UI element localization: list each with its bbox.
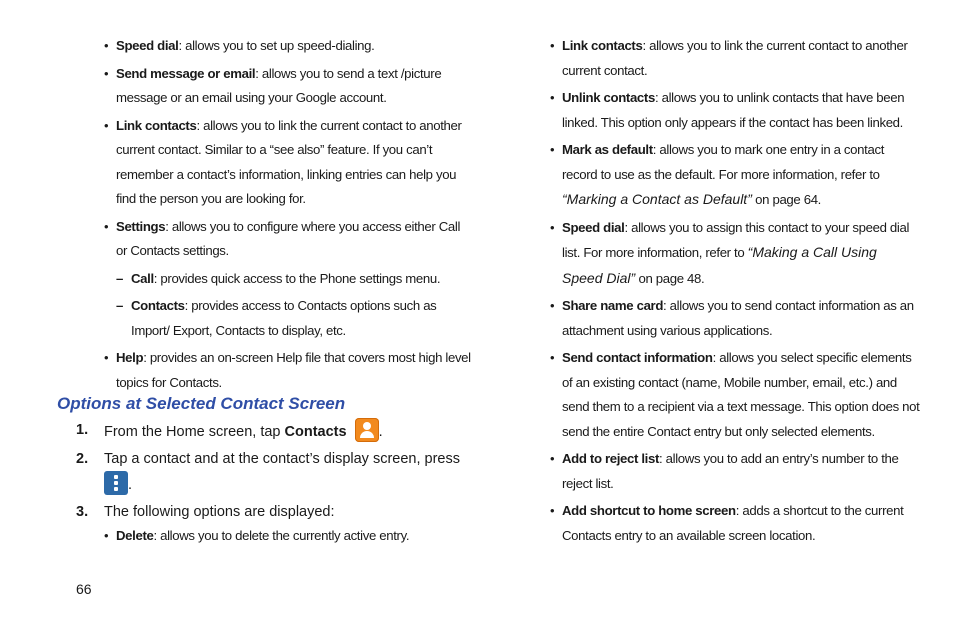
step-number: 3. <box>76 504 89 520</box>
bullet-mark-as-default <box>550 138 920 213</box>
term: Help <box>116 350 144 365</box>
section-heading: Options at Selected Contact Screen <box>57 394 346 413</box>
term: Call <box>131 270 154 286</box>
bullet-help <box>104 346 474 395</box>
term: Add shortcut to home screen <box>562 503 736 518</box>
term: Add to reject list <box>562 451 660 466</box>
bullet-link-contacts <box>104 114 474 212</box>
bullet-add-shortcut <box>550 499 920 548</box>
steps-list <box>76 418 476 552</box>
step-suffix: . <box>128 477 133 493</box>
description: : allows you select specific elements of an existing contact (name, Mobile number, email, etc.) and send them to a recipient via a text message. This option does not send the entire Contact entry but only selected elements. <box>562 350 920 439</box>
page-ref: on page 48. <box>635 270 705 286</box>
description: : allows you to mark one entry in a contact record to use as the default. For more information, refer to <box>562 142 885 182</box>
bullet-settings <box>104 215 474 264</box>
term: Mark as default <box>562 142 653 157</box>
step-term: Contacts <box>284 424 347 440</box>
description: : provides an on-screen Help file that covers most high level topics for Contacts. <box>116 350 471 390</box>
term: Unlink contacts <box>562 90 655 105</box>
description: : allows you to link the current contact to another current contact. Similar to a “see also” feature. If you can’t remember a contact’s information, linking entries can help you find the person you are looking for. <box>116 117 462 206</box>
settings-sub-items <box>104 267 474 344</box>
description: : allows you to link the current contact to another current contact. <box>562 38 908 78</box>
page-number: 66 <box>76 581 92 597</box>
step-2 <box>76 447 476 497</box>
step-1 <box>76 418 476 444</box>
bullet-delete <box>104 524 476 549</box>
bullet-share-name-card <box>550 294 920 343</box>
description: : allows you to set up speed-dialing. <box>178 38 375 53</box>
description: : adds a shortcut to the current Contacts entry to an available screen location. <box>562 503 904 543</box>
menu-icon <box>104 471 128 495</box>
sub-item-call <box>104 267 474 292</box>
term: Speed dial <box>562 219 625 235</box>
description: : provides access to Contacts options such as Import/ Export, Contacts to display, etc. <box>131 298 437 338</box>
sub-item-contacts <box>104 294 474 343</box>
description: : allows you to unlink contacts that have been linked. This option only appears if the contact has been linked. <box>562 90 905 130</box>
bullet-add-to-reject-list <box>550 447 920 496</box>
step-number: 1. <box>76 422 89 438</box>
description: : allows you to delete the currently active entry. <box>153 528 410 543</box>
term: Speed dial <box>116 38 179 53</box>
description: : allows you to assign this contact to your speed dial list. For more information, refer to <box>562 219 910 260</box>
term: Send contact information <box>562 350 713 365</box>
term: Send message or email <box>116 65 256 81</box>
term: Link contacts <box>116 117 197 133</box>
bullet-speed-dial <box>550 216 920 292</box>
description: : allows you to add an entry’s number to the reject list. <box>562 451 899 491</box>
bullet-unlink-contacts <box>550 86 920 135</box>
cross-reference-link[interactable]: “Marking a Contact as Default” <box>562 191 752 207</box>
description: : allows you to configure where you access either Call or Contacts settings. <box>116 218 461 258</box>
step-number: 2. <box>76 451 89 467</box>
step-text: From the Home screen, tap <box>104 424 285 440</box>
description: : allows you to send contact information as an attachment using various applications. <box>562 298 914 338</box>
bullet-send-message <box>104 62 474 111</box>
step-3 <box>76 500 476 524</box>
contacts-app-icon <box>355 418 379 442</box>
bullet-send-contact-information <box>550 346 920 444</box>
term: Contacts <box>131 298 185 313</box>
step-text: Tap a contact and at the contact’s display screen, press <box>104 451 460 467</box>
term: Link contacts <box>562 38 643 53</box>
description: : provides quick access to the Phone settings menu. <box>153 270 441 286</box>
term: Settings <box>116 218 166 234</box>
description: : allows you to send a text /picture message or an email using your Google account. <box>116 65 442 105</box>
cross-reference-link[interactable]: “Making a Call Using Speed Dial” <box>562 244 877 286</box>
left-column <box>104 34 474 398</box>
bullet-link-contacts <box>550 34 920 83</box>
page-ref: on page 64. <box>751 192 821 207</box>
right-column <box>550 34 920 551</box>
step-suffix: . <box>378 424 383 440</box>
term: Delete <box>116 528 154 543</box>
bullet-speed-dial <box>104 34 474 59</box>
step-text: The following options are displayed: <box>104 504 335 520</box>
term: Share name card <box>562 298 664 313</box>
